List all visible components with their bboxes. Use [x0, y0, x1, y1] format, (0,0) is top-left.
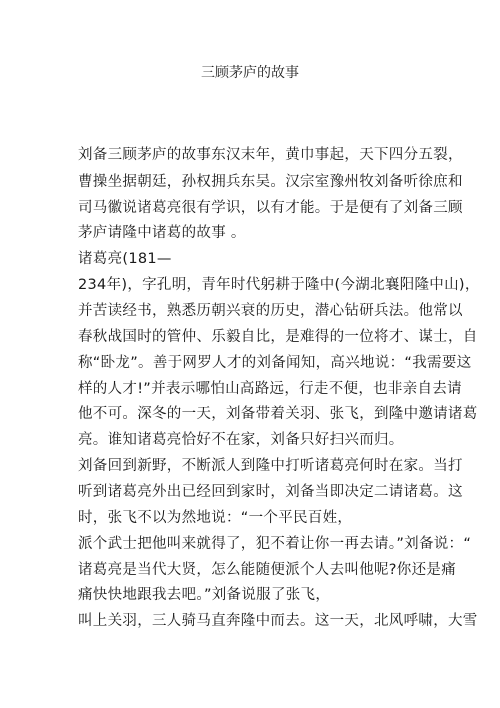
text-line: 诸葛亮(181— — [78, 251, 172, 267]
text-line: 亮。谁知诸葛亮恰好不在家，刘备只好扫兴而归。 — [78, 432, 404, 448]
text-line: 时，张飞不以为然地说：“一个平民百姓， — [78, 510, 353, 526]
text-line: 刘备三顾茅庐的故事东汉末年，黄巾事起，天下四分五裂， — [78, 147, 463, 163]
text-line: 司马徽说诸葛亮很有学识，以有才能。于是便有了刘备三顾 — [78, 200, 463, 216]
text-line: 刘备回到新野，不断派人到隆中打听诸葛亮何时在家。当打 — [78, 458, 463, 474]
text-line: 听到诸葛亮外出已经回到家时，刘备当即决定二请诸葛。这 — [78, 484, 463, 500]
text-line: 234年)，字孔明，青年时代躬耕于隆中(今湖北襄阳隆中山)， — [78, 277, 480, 293]
text-line: 春秋战国时的管仲、乐毅自比，是难得的一位将才、谋士，自 — [78, 329, 478, 345]
text-line: 痛快快地跟我去吧。”刘备说服了张飞， — [78, 587, 331, 603]
text-line: 茅庐请隆中诸葛的故事 。 — [78, 225, 246, 241]
text-line: 派个武士把他叫来就得了，犯不着让你一再去请。”刘备说：“ — [78, 536, 472, 552]
text-line: 曹操坐据朝廷，孙权拥兵东吴。汉宗室豫州牧刘备听徐庶和 — [78, 174, 463, 190]
text-line: 叫上关羽，三人骑马直奔隆中而去。这一天，北风呼啸，大雪 — [78, 613, 478, 629]
text-line: 他不可。深冬的一天，刘备带着关羽、张飞，到隆中邀请诸葛 — [78, 406, 478, 422]
text-line: 称“卧龙”。善于网罗人才的刘备闻知，高兴地说：“我需要这 — [78, 355, 472, 371]
text-line: 并苦读经书，熟悉历朝兴衰的历史，潜心钻研兵法。他常以 — [78, 303, 463, 319]
text-line: 样的人才!”并表示哪怕山高路远，行走不便，也非亲自去请 — [78, 381, 462, 397]
document-title: 三顾茅庐的故事 — [201, 65, 299, 81]
text-line: 诸葛亮是当代大贤，怎么能随便派个人去叫他呢?你还是痛 — [78, 562, 456, 578]
